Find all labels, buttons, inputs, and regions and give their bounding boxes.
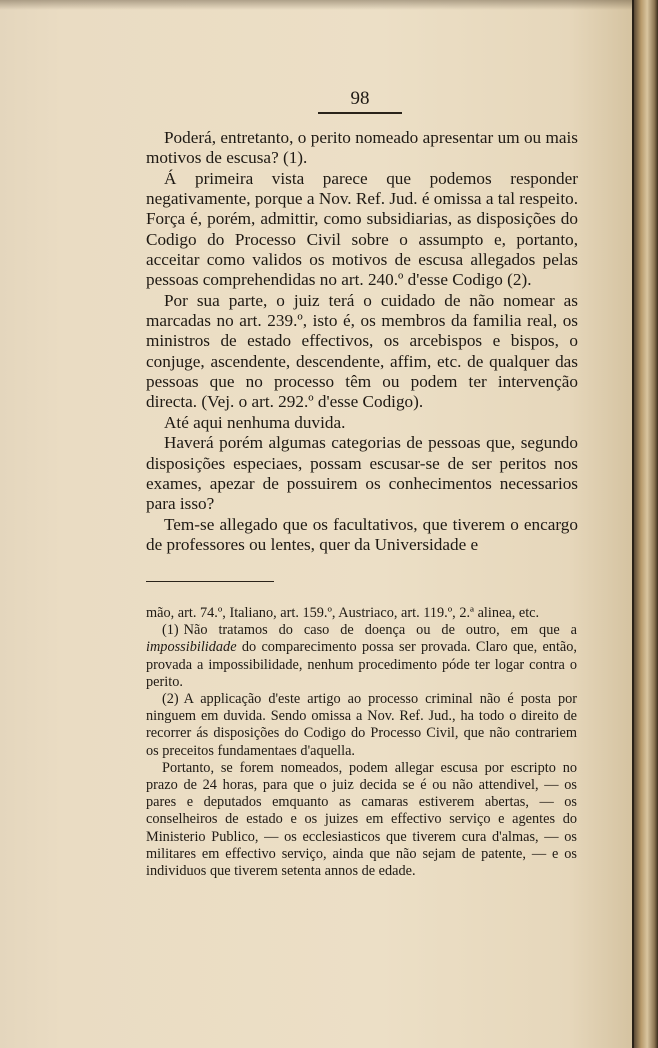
page-number: 98	[318, 88, 402, 114]
footnote-2	[146, 691, 577, 760]
footnotes-section	[146, 605, 577, 880]
paragraph: Haverá porém algumas categorias de pessoas que, segundo disposições especiaes, possam escusar-se de ser peritos nos exames, apezar de possuirem os conhecimentos necessarios para isso?	[146, 433, 578, 514]
footnote-1	[146, 622, 577, 691]
footnote-text: do comparecimento possa ser provada. Claro que, então, provada a impossibilidade, nenhum procedimento póde ter logar contra o perito.	[146, 639, 577, 690]
book-binding-edge	[634, 0, 658, 1048]
paragraph: Poderá, entretanto, o perito nomeado apresentar um ou mais motivos de escusa? (1).	[146, 128, 578, 168]
page-top-shadow	[0, 0, 632, 10]
footnote-text: Não tratamos do caso de doença ou de outro, em que a	[183, 622, 577, 639]
footnote-marker: (2)	[162, 691, 179, 708]
paragraph: Por sua parte, o juiz terá o cuidado de não nomear as marcadas no art. 239.º, isto é, os membros da familia real, os ministros de estado effectivos, os arcebispos e bispos, o conjuge, ascendente, descendente, affim, etc. de qualquer das pessoas que no processo têm ou podem ter intervenção directa. (Vej. o art. 292.º d'esse Codigo).	[146, 290, 578, 412]
footnote-continuation: mão, art. 74.º, Italiano, art. 159.º, Austriaco, art. 119.º, 2.ª alinea, etc.	[146, 605, 540, 621]
footnote-text: A applicação d'este artigo ao processo criminal não é posta por ninguem em duvida. Sendo omissa a Nov. Ref. Jud., ha todo o direito de recorrer ás disposições do Codigo do Processo Civil, que não contrariem os preceitos fundamentaes d'aquella.	[146, 691, 577, 759]
paragraph: Tem-se allegado que os facultativos, que tiverem o encargo de professores ou lentes, quer da Universidade e	[146, 514, 578, 554]
footnote-2-continuation: Portanto, se forem nomeados, podem allegar escusa por escripto no prazo de 24 horas, para que o juiz decida se é ou não attendivel, — os pares e deputados emquanto as camaras estiverem abertas, — os conselheiros de estado e os juizes em effectivo serviço e agentes do Ministerio Publico, — os ecclesiasticos que tiverem cura d'almas, — os militares em effectivo serviço, ainda que não sejam de patente, — e os individuos que tiverem setenta annos de edade.	[146, 759, 577, 880]
paragraph: Á primeira vista parece que podemos responder negativamente, porque a Nov. Ref. Jud. é omissa a tal respeito. Força é, porém, admittir, como subsidiarias, as disposições do Codigo do Processo Civil sobre o assumpto e, portanto, acceitar como validos os motivos de escusa allegados pelas pessoas comprehendidas no art. 240.º d'esse Codigo (2).	[146, 168, 578, 290]
footnote-italic-text: impossibilidade	[146, 639, 237, 656]
footnote-divider	[146, 581, 274, 582]
paragraph: Até aqui nenhuma duvida.	[164, 412, 346, 432]
footnote-marker: (1)	[162, 622, 179, 639]
main-text-body	[146, 128, 578, 555]
